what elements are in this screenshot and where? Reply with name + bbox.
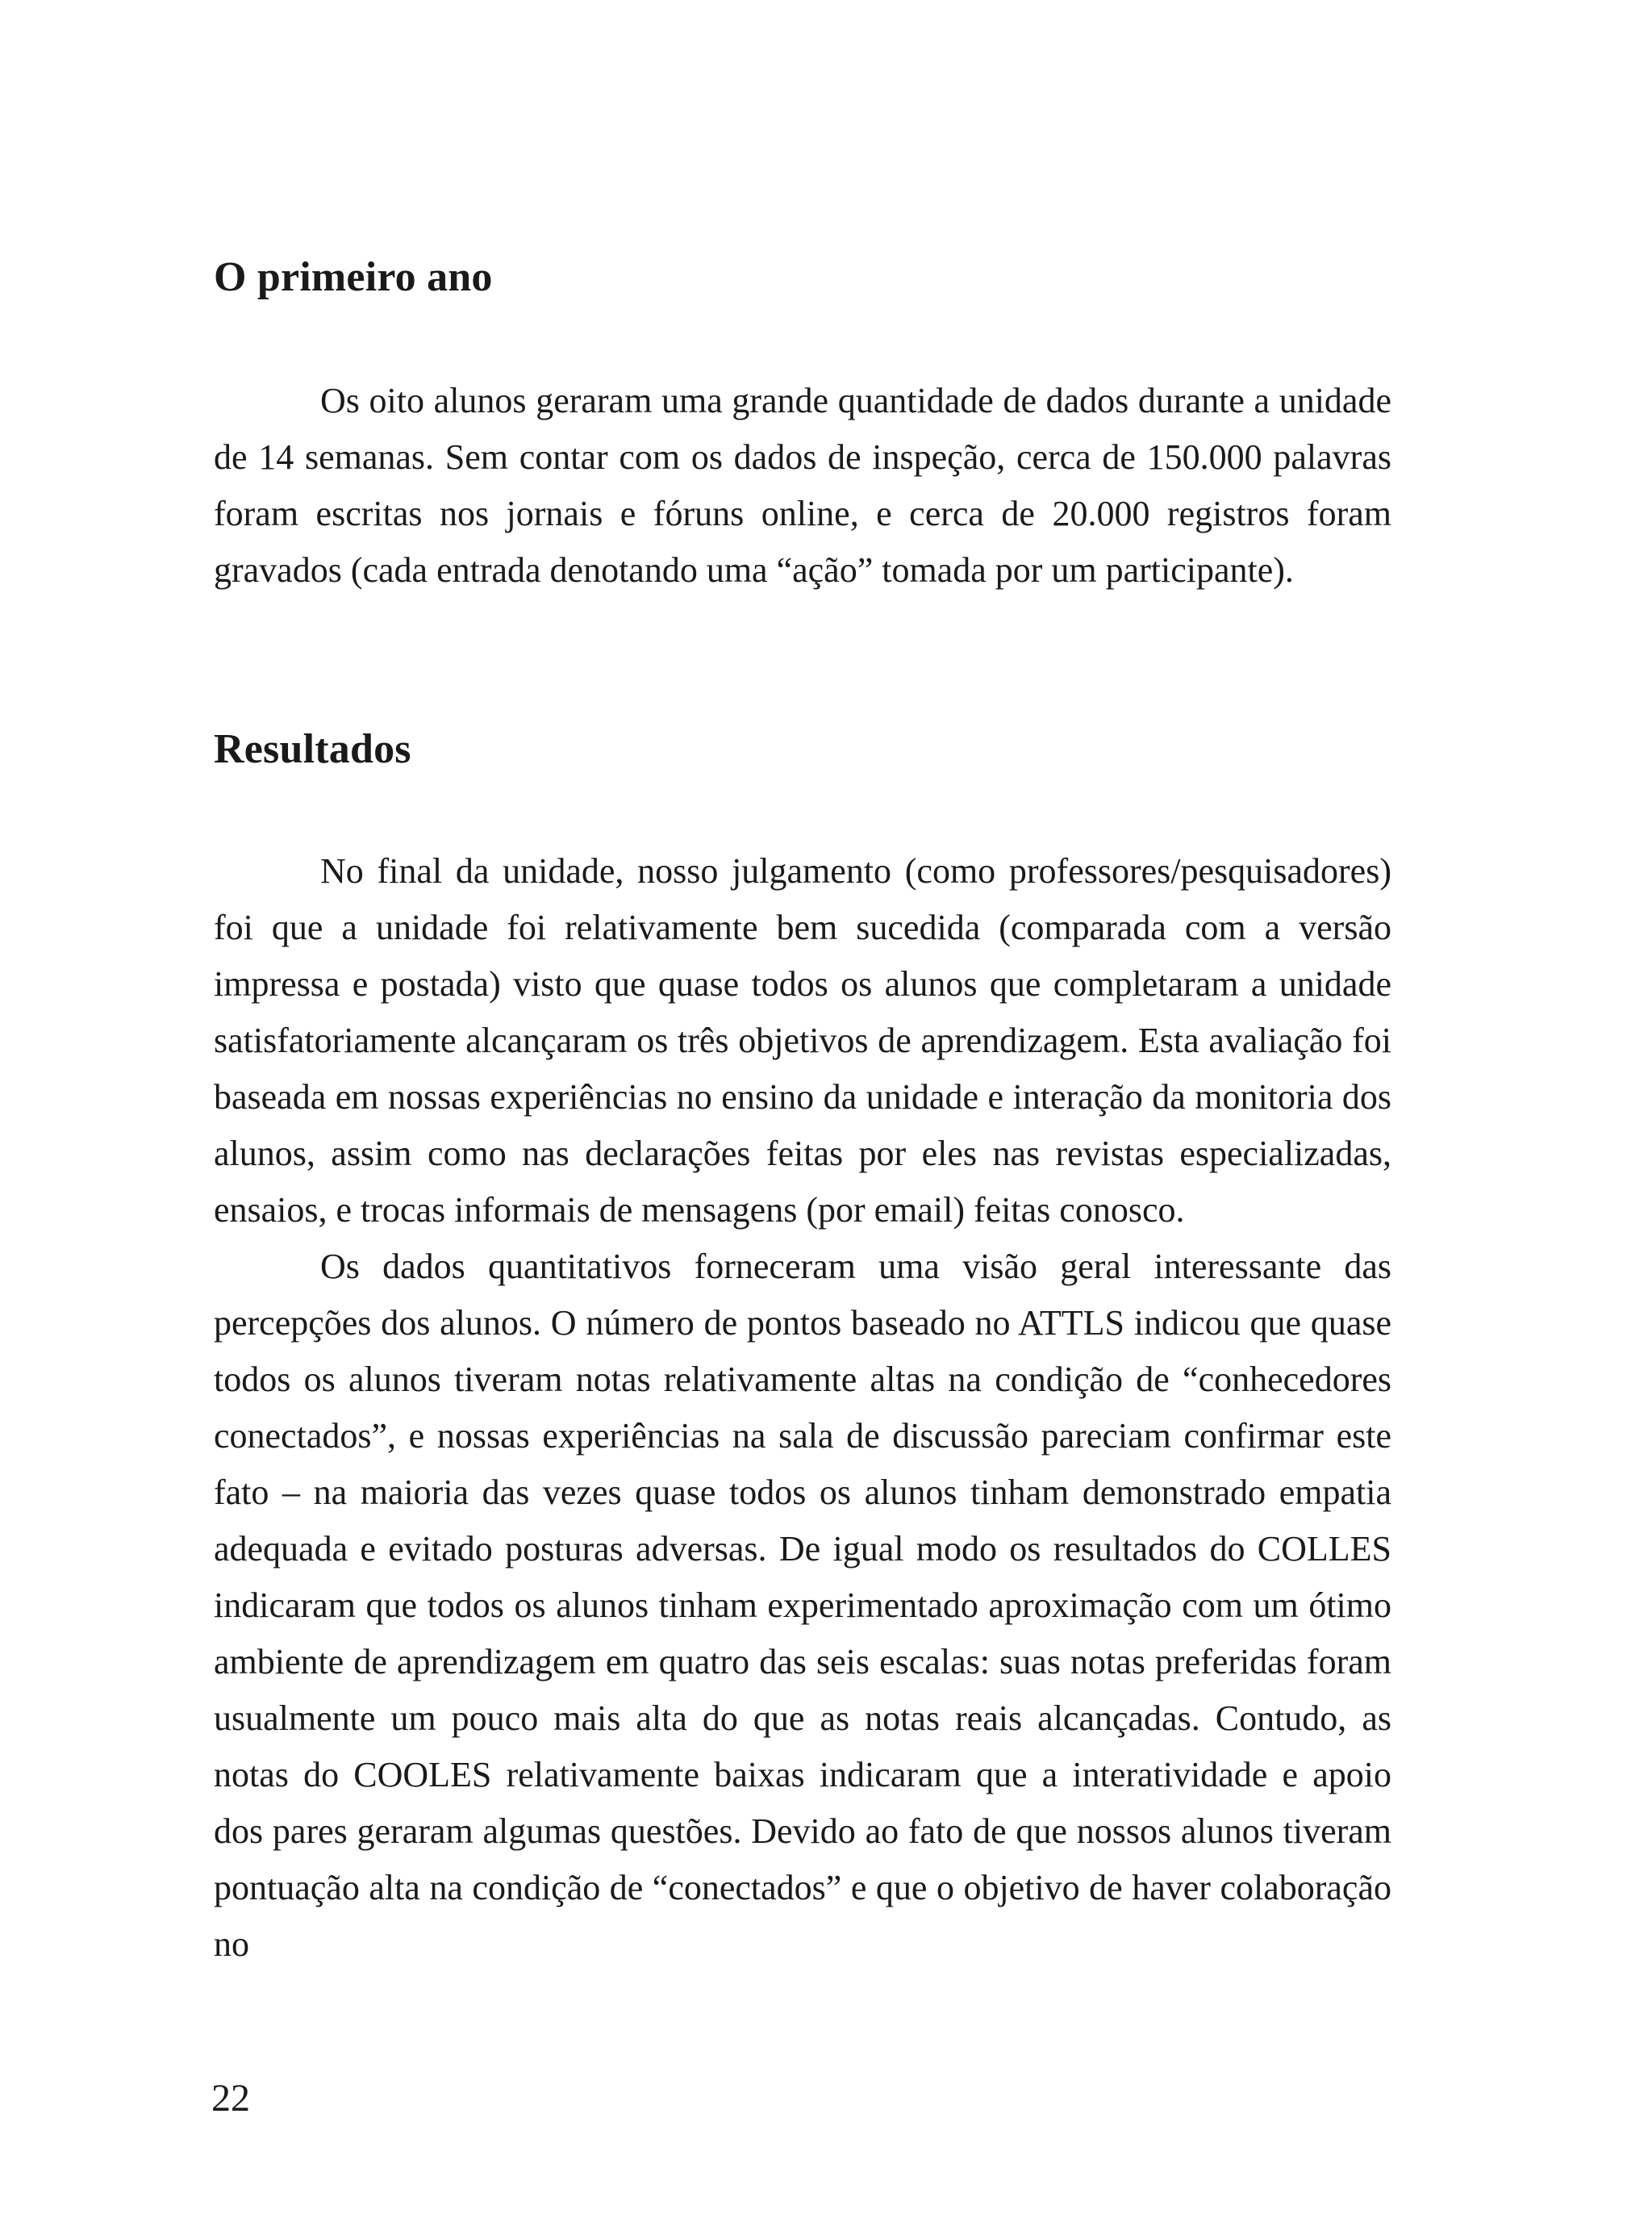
- page-number: 22: [211, 2077, 250, 2120]
- paragraph: Os oito alunos geraram uma grande quantidade de dados durante a unidade de 14 semanas. Sem contar com os dados de inspeção, cerca de 150.000 palavras foram escritas nos jornais e fóruns online, e cerca de 20.000 registros foram gravados (cada entrada denotando uma “ação” tomada por um participante).: [214, 381, 1391, 590]
- section-heading-primeiro-ano: O primeiro ano: [214, 254, 493, 300]
- section-heading-resultados: Resultados: [214, 726, 411, 772]
- paragraph: No final da unidade, nosso julgamento (como professores/pesquisadores) foi que a unidade foi relativamente bem sucedida (comparada com a versão impressa e postada) visto que quase todos os alunos que completaram a unidade satisfatoriamente alcançaram os três objetivos de aprendizagem. Esta avaliação foi baseada em nossas experiências no ensino da unidade e interação da monitoria dos alunos, assim como nas declarações feitas por eles nas revistas especializadas, ensaios, e trocas informais de mensagens (por email) feitas conosco.: [214, 851, 1391, 1230]
- section-body-resultados: [214, 843, 1391, 1973]
- paragraph: Os dados quantitativos forneceram uma visão geral interessante das percepções dos alunos. O número de pontos baseado no ATTLS indicou que quase todos os alunos tiveram notas relativamente altas na condição de “conhecedores conectados”, e nossas experiências na sala de discussão pareciam confirmar este fato – na maioria das vezes quase todos os alunos tinham demonstrado empatia adequada e evitado posturas adversas. De igual modo os resultados do COLLES indicaram que todos os alunos tinham experimentado aproximação com um ótimo ambiente de aprendizagem em quatro das seis escalas: suas notas preferidas foram usualmente um pouco mais alta do que as notas reais alcançadas. Contudo, as notas do COOLES relativamente baixas indicaram que a interatividade e apoio dos pares geraram algumas questões. Devido ao fato de que nossos alunos tiveram pontuação alta na condição de “conectados” e que o objetivo de haver colaboração no: [214, 1247, 1391, 1964]
- section-body-primeiro-ano: [214, 373, 1391, 599]
